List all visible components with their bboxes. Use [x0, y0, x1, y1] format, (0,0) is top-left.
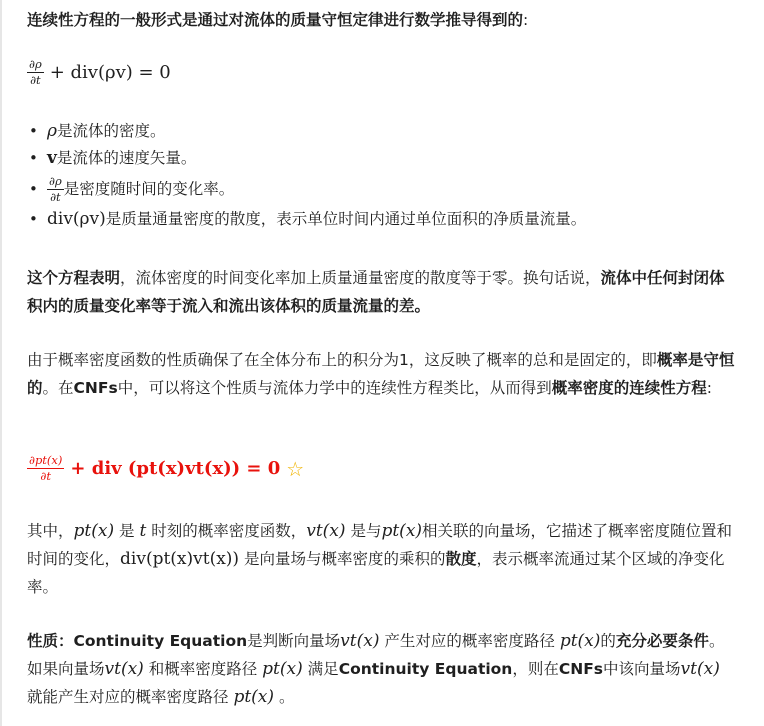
plain-text: 相关联的向量场，它描述了概率密度随位置和时间的变化， — [27, 522, 733, 568]
eq1-rest: + div(ρv) = 0 — [49, 62, 171, 83]
intro-colon: : — [523, 11, 529, 29]
plain-text: 由于概率密度函数的性质确保了在全体分布上的积分为1，这反映了概率的总和是固定的，即 — [27, 351, 657, 369]
plain-text: 就能产生对应的概率密度路径 — [27, 688, 234, 706]
bullet-fraction — [47, 175, 64, 204]
plain-text: 中该向量场 — [603, 660, 681, 678]
eq1-denominator: ∂t — [30, 73, 41, 87]
bullet-math: • v — [47, 148, 57, 168]
list-item — [27, 145, 742, 172]
plain-text: 时刻的概率密度函数， — [146, 522, 307, 540]
star-icon: ☆ — [286, 456, 305, 481]
plain-text: 中，可以将这个性质与流体力学中的连续性方程类比，从而得到 — [117, 379, 552, 397]
math-inline: div(pt(x)vt(x)) — [120, 549, 240, 569]
eq1-fraction — [27, 58, 44, 87]
plain-text: 是与 — [345, 522, 382, 540]
bullet-text: 是流体的密度。 — [57, 122, 166, 140]
bold-text: 性质：Continuity Equation — [27, 632, 248, 650]
intro-paragraph — [27, 6, 742, 34]
definition-list — [27, 118, 742, 233]
math-inline: vt(x) — [680, 659, 720, 679]
probability-paragraph — [27, 346, 742, 402]
property-paragraph — [27, 627, 739, 711]
bullet-numerator: • ∂ρ — [49, 173, 62, 188]
plain-text: 。如果向量场 — [27, 632, 725, 678]
list-item — [27, 172, 742, 206]
plain-text: 是向量场与概率密度的乘积的 — [239, 550, 446, 568]
math-inline: vt(x) — [306, 521, 346, 541]
plain-text: 满足 — [302, 660, 339, 678]
math-inline: pt(x) — [559, 631, 601, 651]
plain-text: ，则在 — [512, 660, 559, 678]
intro-bold: 连续性方程的一般形式是通过对流体的质量守恒定律进行数学推导得到的 — [27, 11, 524, 29]
bold-text: 充分必要条件 — [615, 632, 709, 650]
list-item — [27, 206, 742, 233]
bold-text: Continuity Equation — [338, 660, 513, 678]
equation-meaning-paragraph — [27, 264, 737, 320]
bullet-text: 是质量通量密度的散度，表示单位时间内通过单位面积的净质量流量。 — [105, 210, 587, 228]
bold-text: CNFs — [73, 379, 118, 397]
bullet-denominator: ∂t — [50, 189, 61, 204]
plain-text: 的 — [600, 632, 616, 650]
plain-text: 产生对应的概率密度路径 — [379, 632, 560, 650]
left-border — [0, 0, 2, 726]
bold-text: 概率密度的连续性方程 — [551, 379, 707, 397]
plain-text: 。 — [274, 688, 295, 706]
continuity-equation — [27, 58, 171, 87]
probability-continuity-equation — [27, 454, 304, 483]
plain-text: 是 — [114, 522, 140, 540]
explanation-paragraph — [27, 517, 739, 601]
plain-text: 。在 — [42, 379, 74, 397]
math-inline: t — [139, 521, 147, 541]
bold-text: CNFs — [558, 660, 604, 678]
bold-text: 概率是守恒的 — [27, 351, 735, 397]
eq1-numerator: ∂ρ — [29, 57, 42, 71]
math-inline: vt(x) — [340, 631, 380, 651]
bullet-text: 是密度随时间的变化率。 — [63, 180, 235, 198]
plain-text: ，表示概率流通过某个区域的净变化率。 — [27, 550, 725, 596]
plain-text: : — [706, 379, 712, 397]
eq2-denominator: ∂t — [40, 469, 51, 483]
eq2-rest: + div (pt(x)vt(x)) = 0 — [70, 458, 281, 479]
math-inline: vt(x) — [104, 659, 144, 679]
bullet-text: 是流体的速度矢量。 — [56, 149, 197, 167]
eq2-numerator: ∂pt(x) — [29, 453, 63, 467]
math-inline: pt(x) — [233, 687, 275, 707]
math-inline: pt(x) — [262, 659, 303, 679]
bullet-math: • ρ — [47, 121, 57, 141]
math-inline: pt(x) — [381, 521, 423, 541]
eq2-fraction — [27, 454, 64, 483]
list-item — [27, 118, 742, 145]
plain-text: ，流体密度的时间变化率加上质量通量密度的散度等于零。换句话说， — [120, 269, 601, 287]
plain-text: 是判断向量场 — [247, 632, 341, 650]
bold-text: 散度 — [445, 550, 477, 568]
bullet-math: • div(ρv) — [47, 209, 106, 229]
bold-text: 流体中任何封闭体积内的质量变化率等于流入和流出该体积的质量流量的差。 — [27, 269, 725, 315]
bold-text: 这个方程表明 — [27, 269, 121, 287]
math-inline: pt(x) — [73, 521, 115, 541]
plain-text: 和概率密度路径 — [143, 660, 263, 678]
plain-text: 其中， — [27, 522, 74, 540]
